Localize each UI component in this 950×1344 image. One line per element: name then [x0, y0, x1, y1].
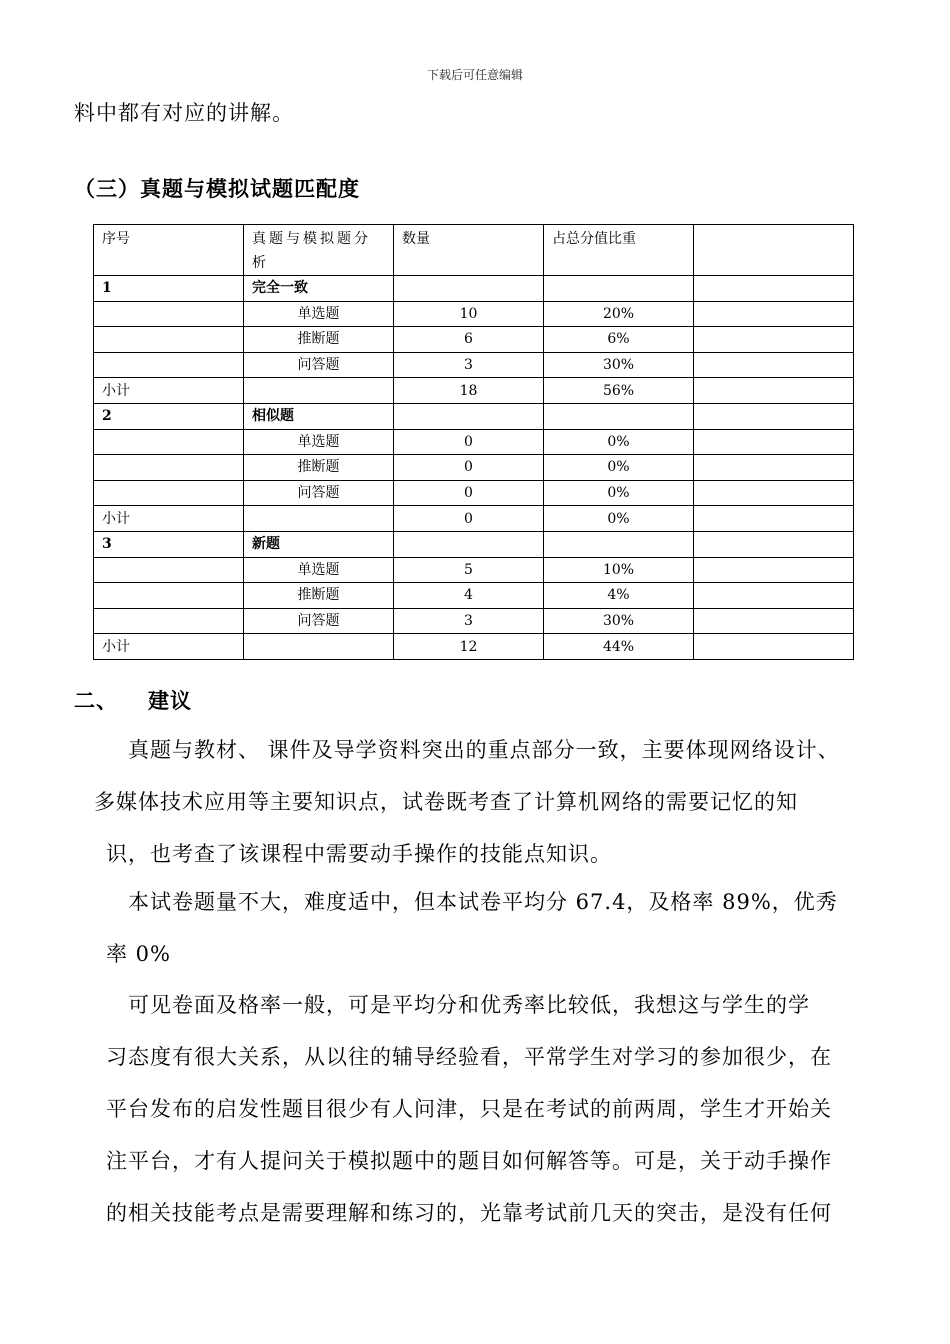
subtotal-share: 0%: [544, 506, 694, 532]
subtotal-share: 56%: [544, 378, 694, 404]
paragraph: [94, 724, 882, 880]
group-name: 新题: [244, 531, 394, 557]
question-share: 0%: [544, 429, 694, 455]
group-index: 1: [94, 276, 244, 302]
subtotal-share: 44%: [544, 634, 694, 660]
paragraph-line: 可见卷面及格率一般，可是平均分和优秀率比较低，我想这与学生的学: [106, 993, 810, 1017]
table-row: [94, 429, 854, 455]
paragraph-line: 真题与教材、 课件及导学资料突出的重点部分一致，主要体现网络设计、: [106, 738, 840, 762]
question-share: 20%: [544, 301, 694, 327]
group-row: [94, 276, 854, 302]
table-row: [94, 352, 854, 378]
header-cell: 占总分值比重: [544, 225, 694, 276]
subtotal-label: 小计: [94, 506, 244, 532]
table-row: [94, 480, 854, 506]
table-row: [94, 583, 854, 609]
question-type: 单选题: [244, 301, 394, 327]
header-cell: 数量: [394, 225, 544, 276]
paragraph-line: 多媒体技术应用等主要知识点，试卷既考查了计算机网络的需要记忆的知: [94, 790, 798, 814]
question-count: 4: [394, 583, 544, 609]
paragraph-line: 识，也考查了该课程中需要动手操作的技能点知识。: [106, 842, 612, 866]
paragraph-line: 本试卷题量不大，难度适中，但本试卷平均分 67.4，及格率 89%，优秀: [106, 890, 838, 914]
paragraph: [106, 876, 882, 980]
table-header-row: [94, 225, 854, 276]
question-type: 推断题: [244, 583, 394, 609]
question-share: 0%: [544, 455, 694, 481]
subtotal-row: [94, 634, 854, 660]
header-cell: 真题与模拟题分析: [244, 225, 394, 276]
question-share: 4%: [544, 583, 694, 609]
table-row: [94, 301, 854, 327]
question-count: 3: [394, 608, 544, 634]
header-cell: 序号: [94, 225, 244, 276]
paragraph-line: 的相关技能考点是需要理解和练习的，光靠考试前几天的突击，是没有任何: [106, 1201, 832, 1225]
subtotal-row: [94, 378, 854, 404]
group-row: [94, 403, 854, 429]
question-type: 问答题: [244, 480, 394, 506]
header-cell: [694, 225, 854, 276]
paragraph-line: 习态度有很大关系，从以往的辅导经验看，平常学生对学习的参加很少，在: [106, 1045, 832, 1069]
group-index: 3: [94, 531, 244, 557]
question-share: 0%: [544, 480, 694, 506]
paragraph-line: 平台发布的启发性题目很少有人问津，只是在考试的前两周，学生才开始关: [106, 1097, 832, 1121]
group-index: 2: [94, 403, 244, 429]
paragraph-line: 注平台，才有人提问关于模拟题中的题目如何解答等。可是，关于动手操作: [106, 1149, 832, 1173]
match-table-body: [94, 225, 854, 660]
group-row: [94, 531, 854, 557]
group-name: 相似题: [244, 403, 394, 429]
subtotal-count: 12: [394, 634, 544, 660]
subtotal-row: [94, 506, 854, 532]
question-share: 30%: [544, 352, 694, 378]
lead-line: 料中都有对应的讲解。: [74, 101, 294, 125]
section-title-suggestions: [74, 685, 192, 715]
question-share: 10%: [544, 557, 694, 583]
table-row: [94, 608, 854, 634]
question-type: 单选题: [244, 429, 394, 455]
subtotal-label: 小计: [94, 378, 244, 404]
question-count: 0: [394, 455, 544, 481]
question-type: 推断题: [244, 327, 394, 353]
section-number: 二、: [74, 688, 118, 713]
question-type: 推断题: [244, 455, 394, 481]
section-title-match: （三）真题与模拟试题匹配度: [74, 176, 360, 201]
question-count: 3: [394, 352, 544, 378]
table-row: [94, 455, 854, 481]
question-count: 0: [394, 429, 544, 455]
subtotal-label: 小计: [94, 634, 244, 660]
question-count: 10: [394, 301, 544, 327]
section-heading: 建议: [148, 688, 192, 713]
header-note: 下载后可任意编辑: [426, 68, 523, 82]
match-table: [93, 224, 854, 660]
group-name: 完全一致: [244, 276, 394, 302]
subtotal-count: 0: [394, 506, 544, 532]
table-row: [94, 327, 854, 353]
paragraph-line: 率 0%: [106, 942, 171, 966]
question-count: 0: [394, 480, 544, 506]
table-row: [94, 557, 854, 583]
question-share: 30%: [544, 608, 694, 634]
question-share: 6%: [544, 327, 694, 353]
question-count: 5: [394, 557, 544, 583]
question-count: 6: [394, 327, 544, 353]
question-type: 问答题: [244, 608, 394, 634]
paragraph: [106, 979, 882, 1239]
question-type: 问答题: [244, 352, 394, 378]
subtotal-count: 18: [394, 378, 544, 404]
question-type: 单选题: [244, 557, 394, 583]
